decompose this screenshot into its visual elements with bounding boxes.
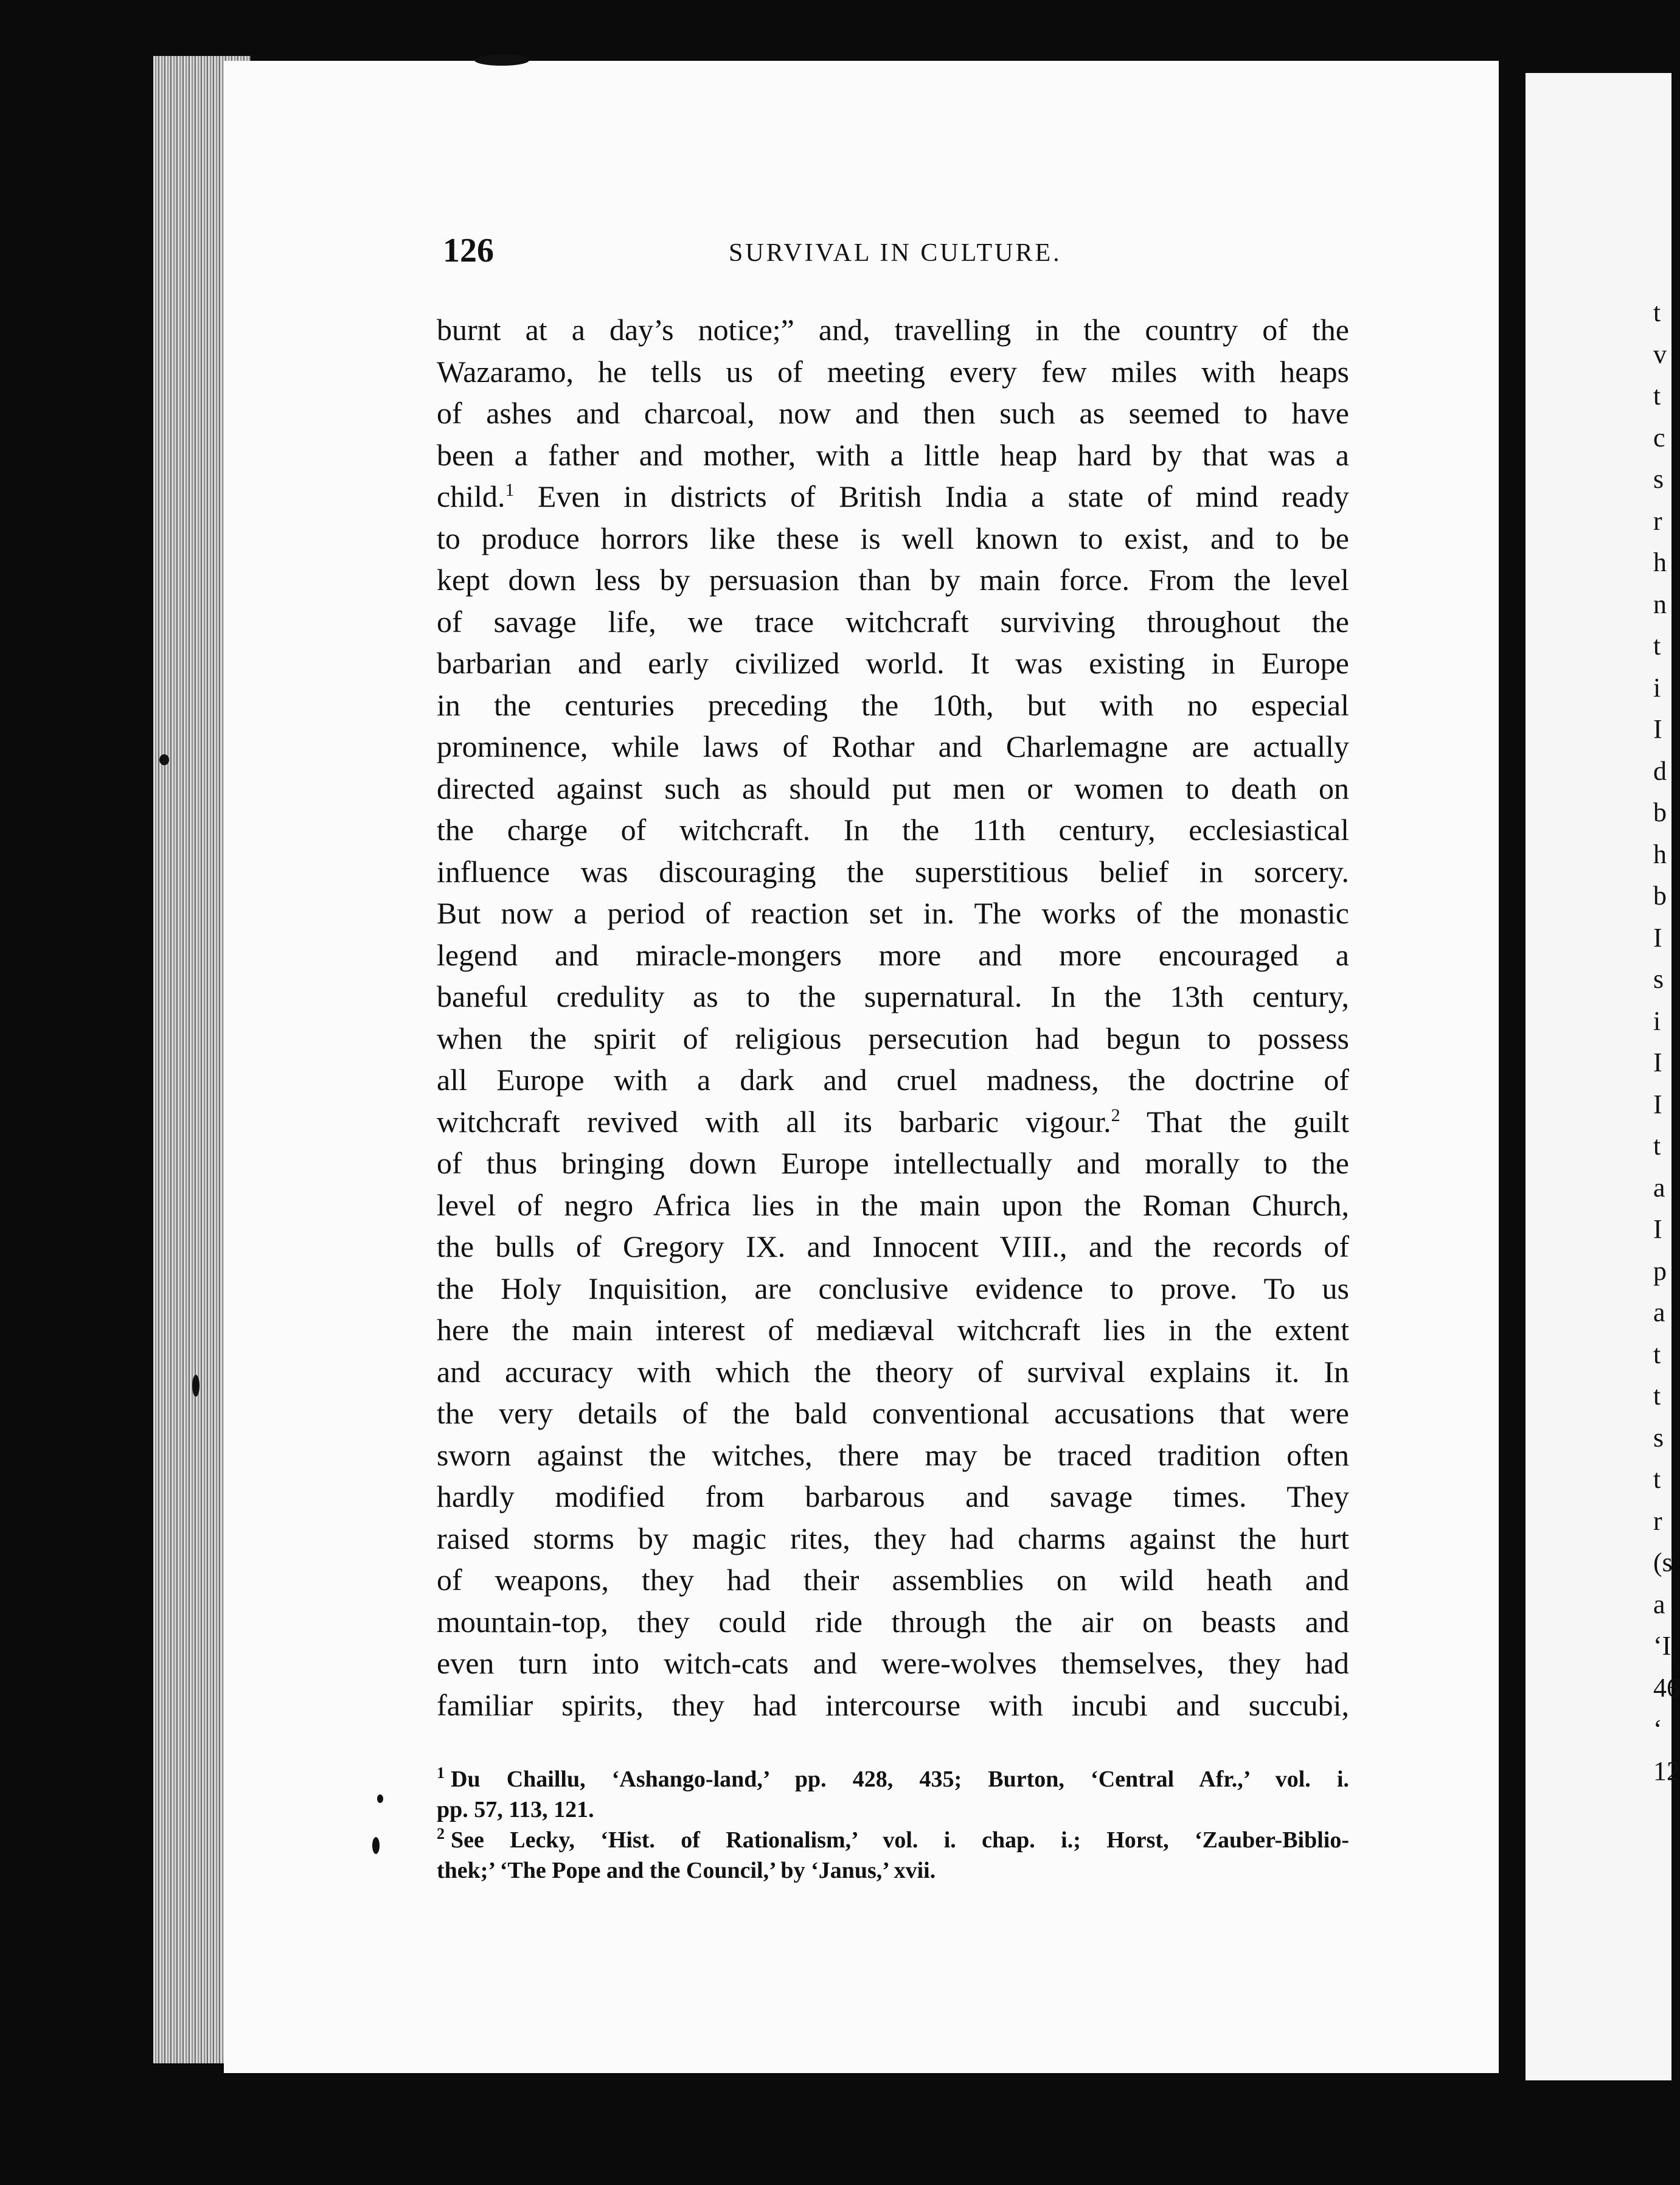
text-line: been a father and mother, with a little heap hard by that was a [437, 437, 1349, 472]
text-line: level of negro Africa lies in the main upon the Roman Church, [437, 1187, 1349, 1222]
text-line: legend and miracle-mongers more and more encouraged a [437, 937, 1349, 972]
footnote-2 [437, 1825, 1349, 1855]
facing-page-fragment: a [1653, 1589, 1665, 1619]
text-line [437, 1101, 1349, 1143]
text-line: sworn against the witches, there may be traced tradition often [437, 1437, 1349, 1472]
facing-page-fragment: v [1653, 339, 1667, 369]
scan-speck [192, 1375, 200, 1397]
text-run: witchcraft revived with all its barbaric vigour. [437, 1104, 1111, 1139]
footnote-mark-1: 1 [437, 1764, 445, 1782]
footnotes [437, 1764, 1349, 1886]
body-text [437, 309, 1349, 1726]
facing-page-fragment: ‘ [1653, 1714, 1662, 1744]
facing-page-fragment: t [1653, 297, 1661, 327]
text-line: here the main interest of mediæval witchcraft lies in the extent [437, 1313, 1349, 1347]
facing-page-fragment: t [1653, 1339, 1661, 1369]
text-line: all Europe with a dark and cruel madness, the doctrine of [437, 1063, 1349, 1097]
facing-page-fragment: r [1653, 1506, 1662, 1536]
facing-page-fragment: t [1653, 1131, 1661, 1161]
text-line: when the spirit of religious persecution had begun to possess [437, 1021, 1349, 1055]
facing-page-fragment: p [1653, 1256, 1667, 1286]
text-run: child. [437, 479, 505, 513]
text-line: the very details of the bald conventional accusations that were [437, 1396, 1349, 1430]
facing-page-fragment: t [1653, 381, 1661, 411]
text-line: of ashes and charcoal, now and then such as seemed to have [437, 396, 1349, 430]
facing-page-fragment: I [1653, 922, 1662, 953]
facing-page-fragment: t [1653, 1381, 1661, 1411]
facing-page-fragment: I [1653, 1214, 1662, 1244]
footnote-ref-2: 2 [1111, 1105, 1120, 1125]
facing-page-fragment: ‘I [1653, 1631, 1671, 1661]
running-title: SURVIVAL IN CULTURE. [729, 239, 1062, 267]
text-run: Even in districts of British India a state of mind ready [537, 479, 1349, 513]
text-line: mountain-top, they could ride through the air on beasts and [437, 1604, 1349, 1639]
text-line: of thus bringing down Europe intellectually and morally to the [437, 1146, 1349, 1180]
text-line: the charge of witchcraft. In the 11th century, ecclesiastical [437, 813, 1349, 847]
scan-speck [159, 754, 169, 765]
text-line: burnt at a day’s notice;” and, travelling in the country of the [437, 313, 1349, 347]
facing-page-fragment: i [1653, 672, 1661, 703]
footnote-1 [437, 1764, 1349, 1794]
facing-page-fragment: I [1653, 1047, 1662, 1077]
footnote-ref-1: 1 [505, 480, 515, 500]
scan-speck [474, 55, 529, 66]
text-line: in the centuries preceding the 10th, but with no especial [437, 687, 1349, 722]
footnote-2-cont: thek;’ ‘The Pope and the Council,’ by ‘Janus,’ xvii. [437, 1858, 936, 1883]
facing-page-fragment: d [1653, 756, 1667, 786]
text-line: kept down less by persuasion than by main force. From the level [437, 563, 1349, 597]
text-line: Wazaramo, he tells us of meeting every few miles with heaps [437, 354, 1349, 389]
facing-page-fragments [1653, 292, 1680, 1792]
facing-page-fragment: I [1653, 1089, 1662, 1119]
facing-page-fragment: t [1653, 1464, 1661, 1494]
facing-page-fragment: s [1653, 964, 1664, 994]
facing-page-fragment: s [1653, 1422, 1664, 1453]
footnote-text: See Lecky, ‘Hist. of Rationalism,’ vol. i. chap. i.; Horst, ‘Zauber-Biblio- [451, 1827, 1349, 1853]
text-line: to produce horrors like these is well known to exist, and to be [437, 521, 1349, 555]
facing-page-fragment: r [1653, 505, 1662, 536]
footnote-1-cont: pp. 57, 113, 121. [437, 1797, 594, 1822]
facing-page [1526, 73, 1680, 2080]
text-line: influence was discouraging the superstitious belief in sorcery. [437, 854, 1349, 889]
text-line: raised storms by magic rites, they had charms against the hurt [437, 1521, 1349, 1555]
footnote-text: Du Chaillu, ‘Ashango-land,’ pp. 428, 435; Burton, ‘Central Afr.,’ vol. i. [451, 1766, 1349, 1792]
running-head [443, 231, 1349, 280]
text-line: prominence, while laws of Rothar and Charlemagne are actually [437, 729, 1349, 763]
text-line: familiar spirits, they had intercourse with incubi and succubi, [437, 1687, 1349, 1722]
facing-page-fragment: b [1653, 797, 1667, 827]
text-line: the Holy Inquisition, are conclusive evidence to prove. To us [437, 1271, 1349, 1305]
facing-page-fragment: h [1653, 839, 1667, 869]
scan-speck [372, 1837, 380, 1854]
text-line: But now a period of reaction set in. The works of the monastic [437, 896, 1349, 930]
page-number: 126 [443, 232, 494, 269]
footnote-mark-2: 2 [437, 1825, 445, 1843]
facing-page-fragment: 12 [1653, 1756, 1680, 1786]
text-line: barbarian and early civilized world. It was existing in Europe [437, 646, 1349, 680]
text-line: baneful credulity as to the supernatural. In the 13th century, [437, 979, 1349, 1013]
text-line: directed against such as should put men or women to death on [437, 771, 1349, 805]
facing-page-fragment: a [1653, 1172, 1665, 1203]
facing-page-fragment: I [1653, 714, 1662, 744]
text-line: even turn into witch-cats and were-wolves themselves, they had [437, 1646, 1349, 1680]
facing-page-fragment: c [1653, 422, 1665, 453]
facing-page-fragment: h [1653, 547, 1667, 577]
facing-page-fragment: t [1653, 631, 1661, 661]
facing-page-fragment: 46 [1653, 1672, 1680, 1703]
text-line: of weapons, they had their assemblies on wild heath and [437, 1563, 1349, 1597]
facing-page-fragment: b [1653, 881, 1667, 911]
scan-speck [377, 1794, 383, 1803]
facing-page-fragment: i [1653, 1006, 1661, 1036]
facing-page-fragment: s [1653, 464, 1664, 494]
text-line: of savage life, we trace witchcraft surviving throughout the [437, 604, 1349, 639]
text-line [437, 476, 1349, 518]
text-line: the bulls of Gregory IX. and Innocent VIII., and the records of [437, 1229, 1349, 1263]
text-line: and accuracy with which the theory of survival explains it. In [437, 1354, 1349, 1389]
facing-page-fragment: a [1653, 1297, 1665, 1327]
text-line: hardly modified from barbarous and savage times. They [437, 1479, 1349, 1513]
text-run: That the guilt [1147, 1104, 1349, 1139]
facing-page-fragment: n [1653, 589, 1667, 619]
facing-page-fragment: (s [1653, 1548, 1673, 1577]
